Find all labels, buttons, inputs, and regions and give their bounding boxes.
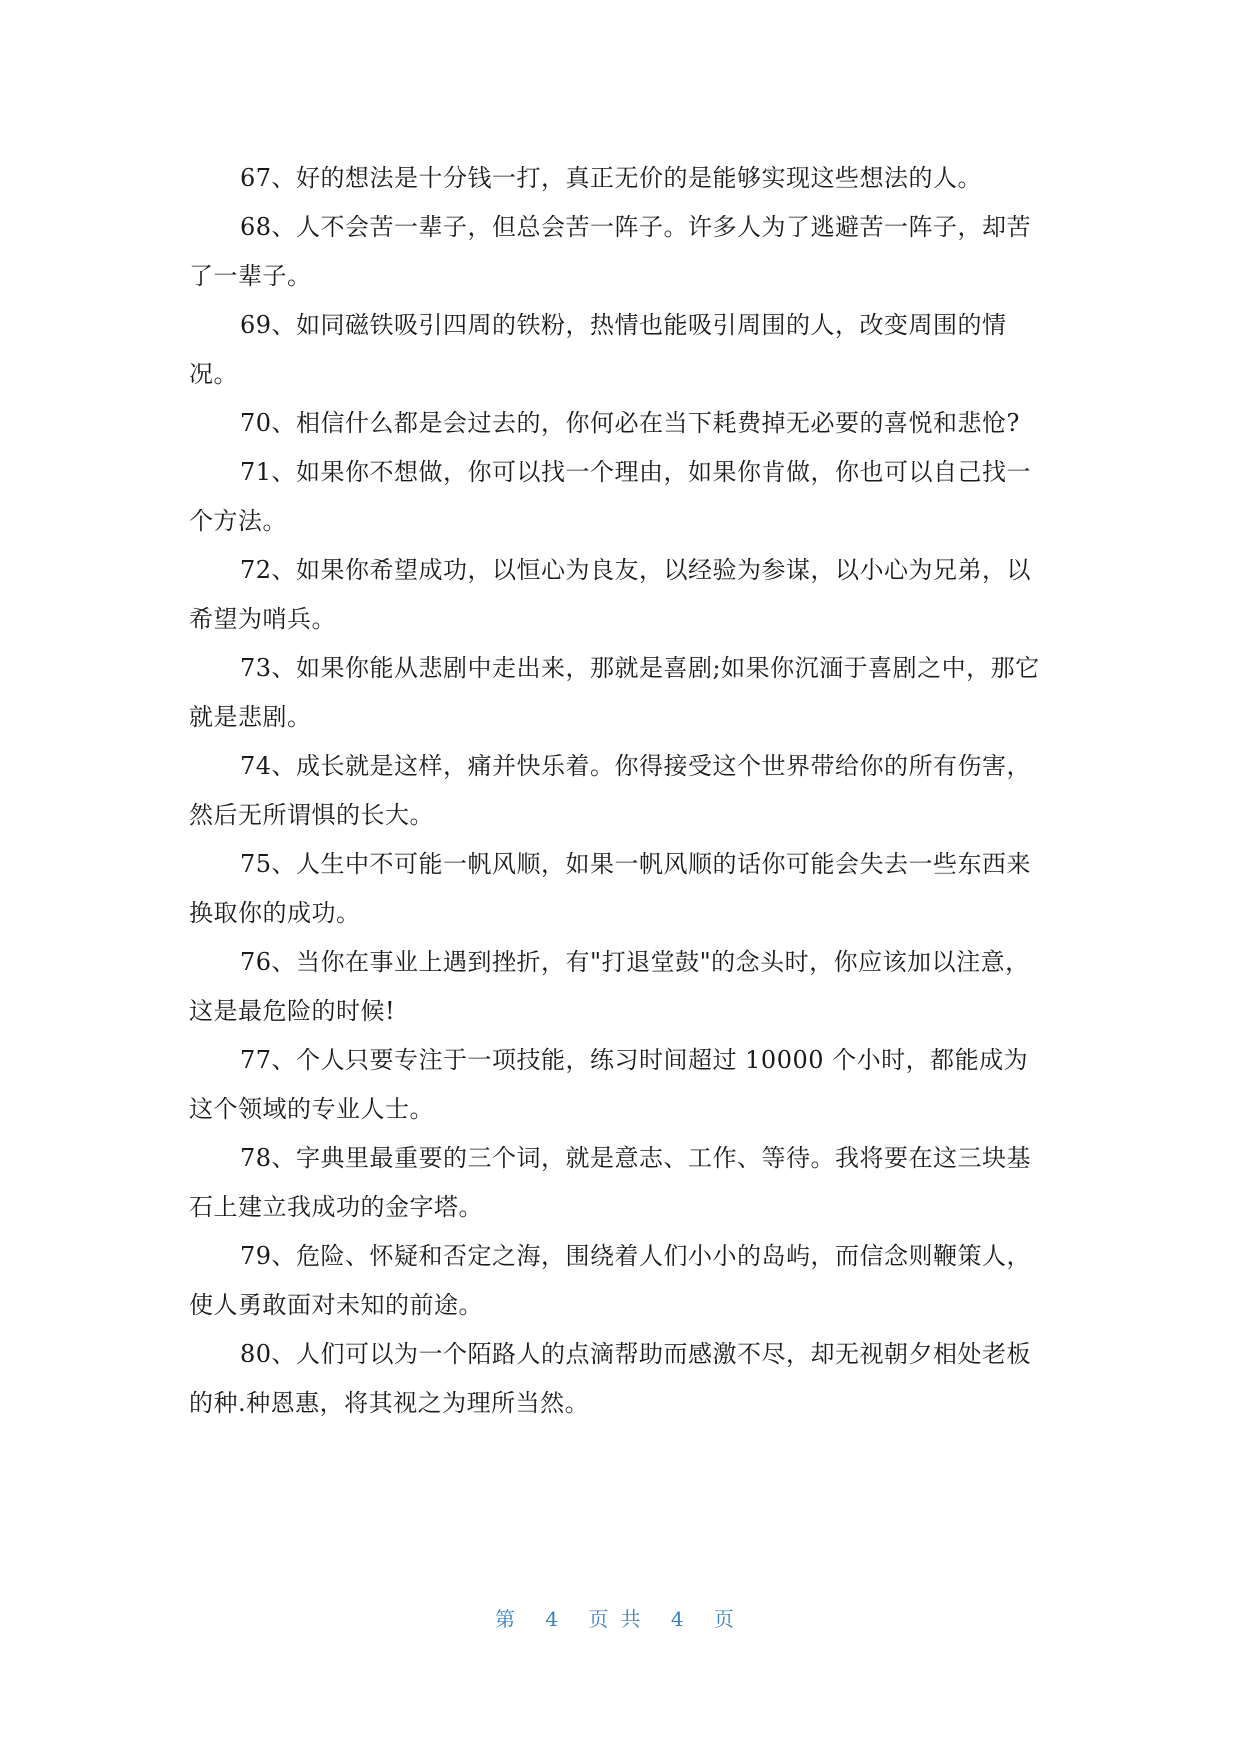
- paragraph-71: 71、如果你不想做，你可以找一个理由，如果你肯做，你也可以自己找一个方法。: [189, 458, 1032, 535]
- paragraph-73: 73、如果你能从悲剧中走出来，那就是喜剧;如果你沉湎于喜剧之中，那它就是悲剧。: [189, 654, 1040, 731]
- document-body: [189, 154, 1049, 1428]
- paragraph-79: 79、危险、怀疑和否定之海，围绕着人们小小的岛屿，而信念则鞭策人，使人勇敢面对未知的前途。: [189, 1242, 1032, 1319]
- paragraph-75: 75、人生中不可能一帆风顺，如果一帆风顺的话你可能会失去一些东西来换取你的成功。: [189, 850, 1032, 927]
- paragraph-77: 77、个人只要专注于一项技能，练习时间超过 10000 个小时，都能成为这个领域的专业人士。: [189, 1046, 1029, 1123]
- paragraph-76: 76、当你在事业上遇到挫折，有"打退堂鼓"的念头时，你应该加以注意，这是最危险的时候!: [189, 948, 1030, 1025]
- paragraph-78: 78、字典里最重要的三个词，就是意志、工作、等待。我将要在这三块基石上建立我成功的金字塔。: [189, 1144, 1032, 1221]
- paragraph-69: 69、如同磁铁吸引四周的铁粉，热情也能吸引周围的人，改变周围的情况。: [189, 311, 1007, 388]
- paragraph-74: 74、成长就是这样，痛并快乐着。你得接受这个世界带给你的所有伤害，然后无所谓惧的长大。: [189, 752, 1032, 829]
- paragraph-68: 68、人不会苦一辈子，但总会苦一阵子。许多人为了逃避苦一阵子，却苦了一辈子。: [189, 213, 1032, 290]
- paragraph-70: 70、相信什么都是会过去的，你何必在当下耗费掉无必要的喜悦和悲怆?: [240, 409, 1020, 437]
- page-number-footer: 第 4 页共 4 页: [495, 1607, 746, 1631]
- paragraph-67: 67、好的想法是十分钱一打，真正无价的是能够实现这些想法的人。: [240, 164, 983, 192]
- paragraph-80: 80、人们可以为一个陌路人的点滴帮助而感激不尽，却无视朝夕相处老板的种.种恩惠，将其视之为理所当然。: [189, 1340, 1032, 1417]
- paragraph-72: 72、如果你希望成功，以恒心为良友，以经验为参谋，以小心为兄弟，以希望为哨兵。: [189, 556, 1032, 633]
